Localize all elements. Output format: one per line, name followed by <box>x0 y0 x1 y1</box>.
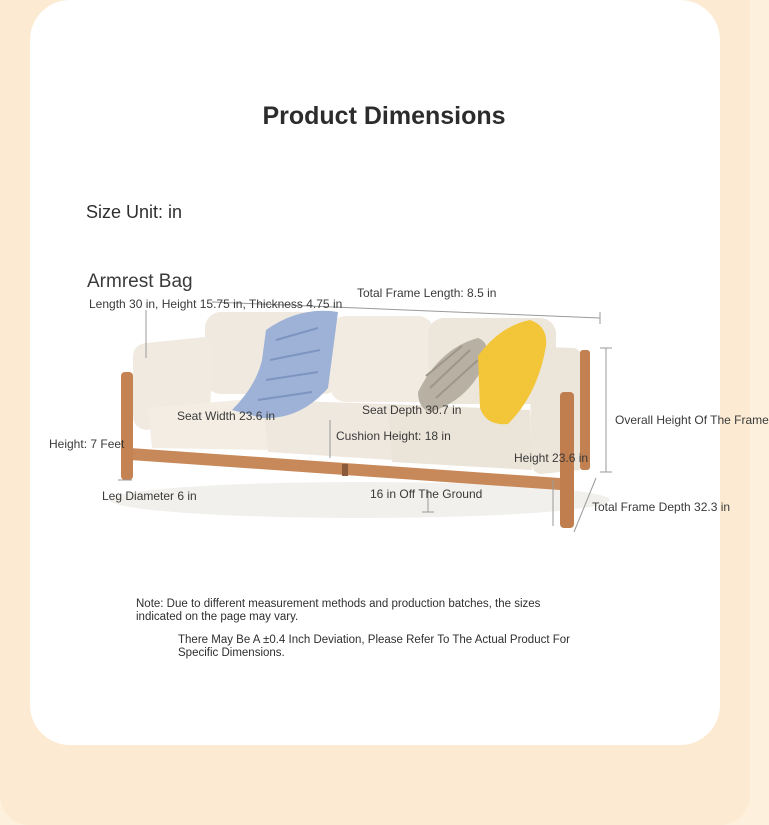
total-frame-length-label: Total Frame Length: 8.5 in <box>357 286 497 300</box>
leg-diameter-label: Leg Diameter 6 in <box>102 489 197 503</box>
seat-width-label: Seat Width 23.6 in <box>177 409 276 423</box>
seat-depth-label: Seat Depth 30.7 in <box>362 403 462 417</box>
off-ground-label: 16 in Off The Ground <box>370 487 483 501</box>
center-leg <box>342 464 348 476</box>
size-unit-label: Size Unit: in <box>86 202 183 222</box>
deviation-note: There May Be A ±0.4 Inch Deviation, Please Refer To The Actual Product For Specific Dimensions. <box>178 634 570 659</box>
overall-height-label: Overall Height Of The Frame <box>615 413 769 427</box>
armrest-bag-dimensions: Length 30 in, Height 15.75 in, Thickness 4.75 in <box>89 297 343 311</box>
height-right-label: Height 23.6 in <box>514 451 589 465</box>
page-title: Product Dimensions <box>262 102 506 130</box>
back-cushion-middle <box>330 316 434 402</box>
left-front-leg <box>121 372 133 480</box>
total-frame-depth-label: Total Frame Depth 32.3 in <box>592 500 731 514</box>
measurement-note: Note: Due to different measurement methods and production batches, the sizes indicated on the page may vary. <box>136 598 541 623</box>
cushion-height-label: Cushion Height: 18 in <box>336 429 451 443</box>
height-left-label: Height: 7 Feet <box>49 437 125 451</box>
armrest-bag-heading: Armrest Bag <box>87 271 193 292</box>
